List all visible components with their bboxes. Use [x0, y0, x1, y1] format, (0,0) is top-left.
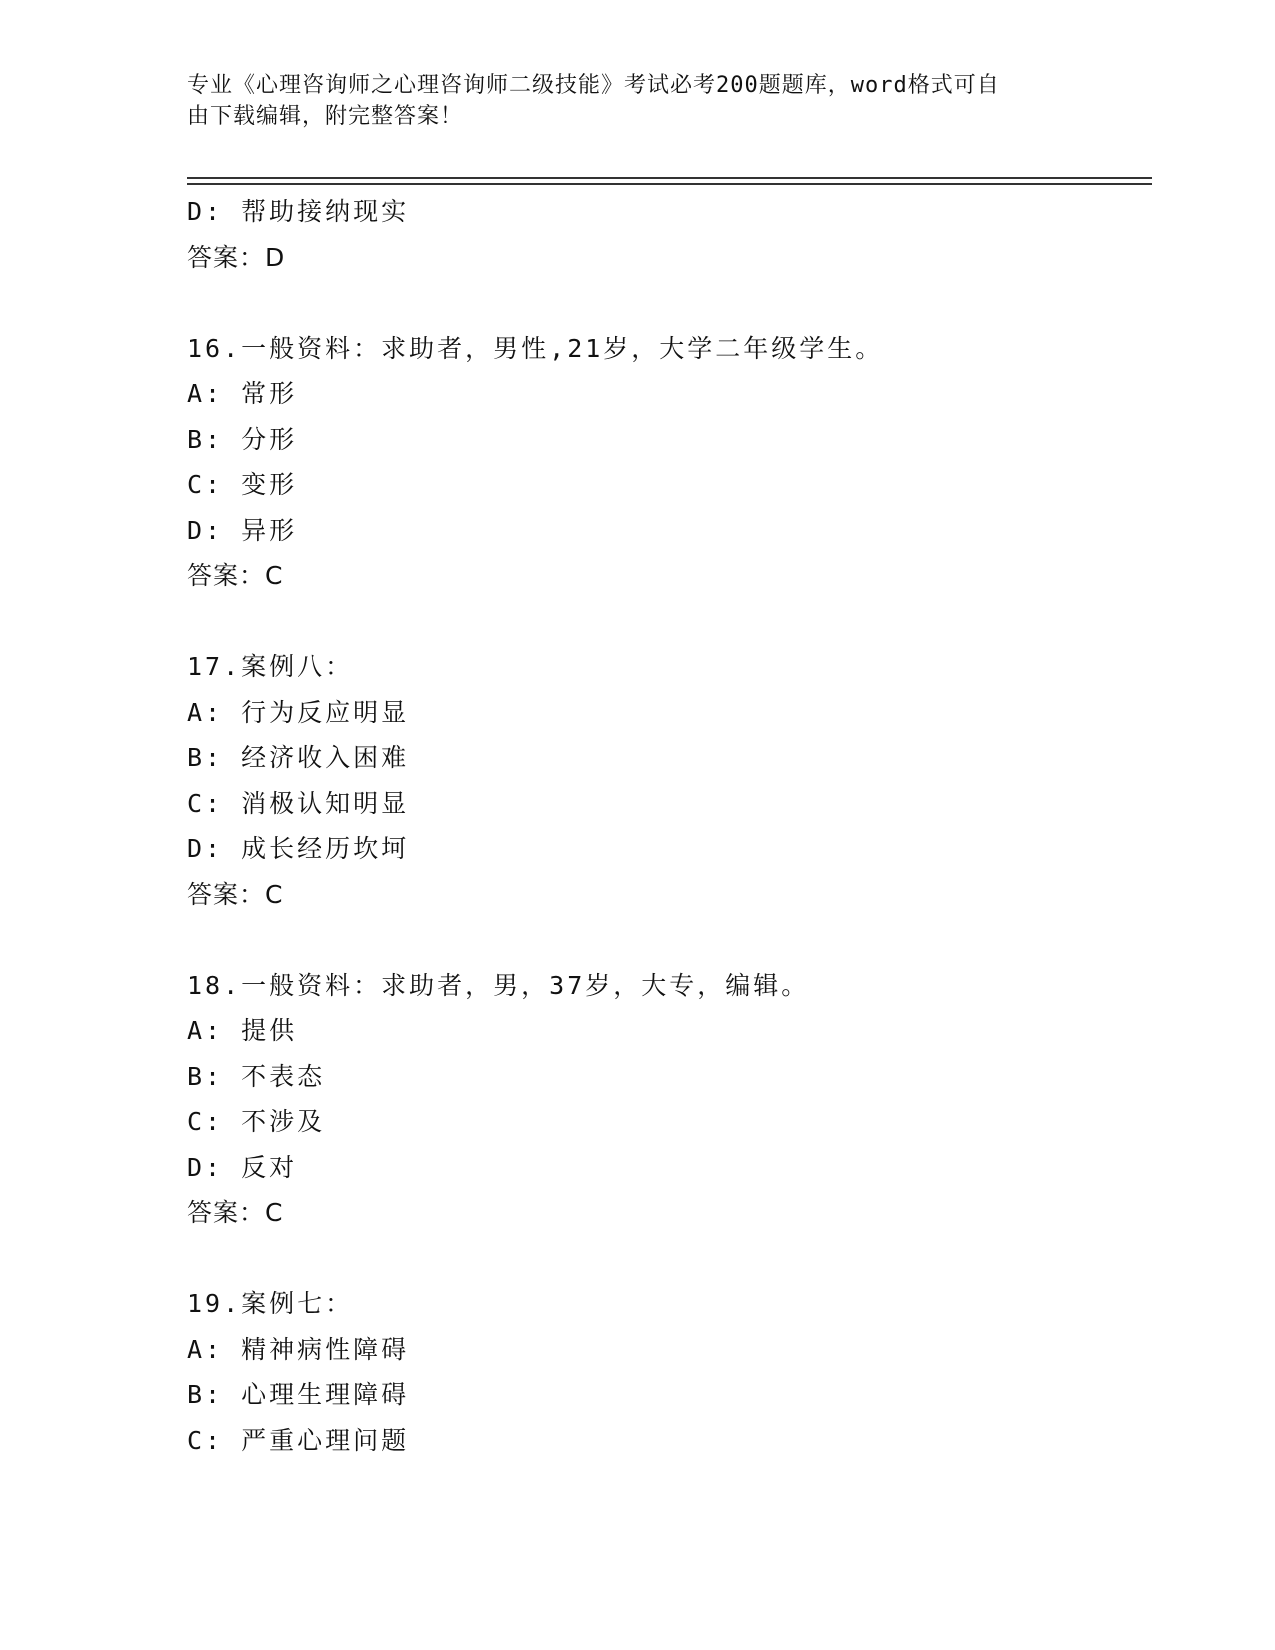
option-b: B: 不表态: [187, 1061, 326, 1091]
spacer: [187, 917, 1147, 963]
spacer: [187, 280, 1147, 326]
question-18: [187, 963, 1147, 1236]
option-a: A: 常形: [187, 379, 298, 408]
option-b: B: 心理生理障碍: [187, 1380, 410, 1409]
question-stem: 19.案例七：: [187, 1289, 354, 1318]
answer-line: 答案：C: [187, 561, 284, 590]
question-list: [187, 189, 1147, 1463]
page-header: [187, 70, 1067, 132]
option-a: A: 提供: [187, 1016, 298, 1045]
header-line-1: 专业《心理咨询师之心理咨询师二级技能》考试必考200题题库，word格式可自: [187, 73, 1000, 98]
spacer: [187, 1236, 1147, 1282]
question-16: [187, 326, 1147, 599]
question-stem: 18.一般资料：求助者，男，37岁，大专，编辑。: [187, 970, 810, 1000]
header-divider-bottom: [187, 183, 1152, 185]
answer-line: 答案：C: [187, 879, 284, 909]
option-d: D: 成长经历坎坷: [187, 834, 410, 863]
question-stem: 17.案例八：: [187, 652, 354, 681]
answer-line: 答案：C: [187, 1198, 284, 1227]
question-stem: 16.一般资料：求助者，男性,21岁，大学二年级学生。: [187, 333, 884, 363]
option-d: D: 反对: [187, 1152, 298, 1182]
option-b: B: 经济收入困难: [187, 743, 410, 772]
option-a: A: 行为反应明显: [187, 697, 410, 727]
option-c: C: 不涉及: [187, 1107, 326, 1136]
header-divider-top: [187, 177, 1152, 179]
question-19: [187, 1281, 1147, 1463]
option-d: D: 异形: [187, 515, 298, 545]
option-a: A: 精神病性障碍: [187, 1334, 410, 1364]
option-b: B: 分形: [187, 424, 298, 454]
spacer: [187, 599, 1147, 645]
header-line-2: 由下载编辑，附完整答案！: [187, 104, 464, 129]
option-d: D: 帮助接纳现实: [187, 197, 410, 226]
option-c: C: 消极认知明显: [187, 788, 410, 818]
answer-line: 答案：D: [187, 242, 286, 272]
option-c: C: 变形: [187, 470, 298, 499]
question-17: [187, 644, 1147, 917]
option-c: C: 严重心理问题: [187, 1425, 410, 1455]
